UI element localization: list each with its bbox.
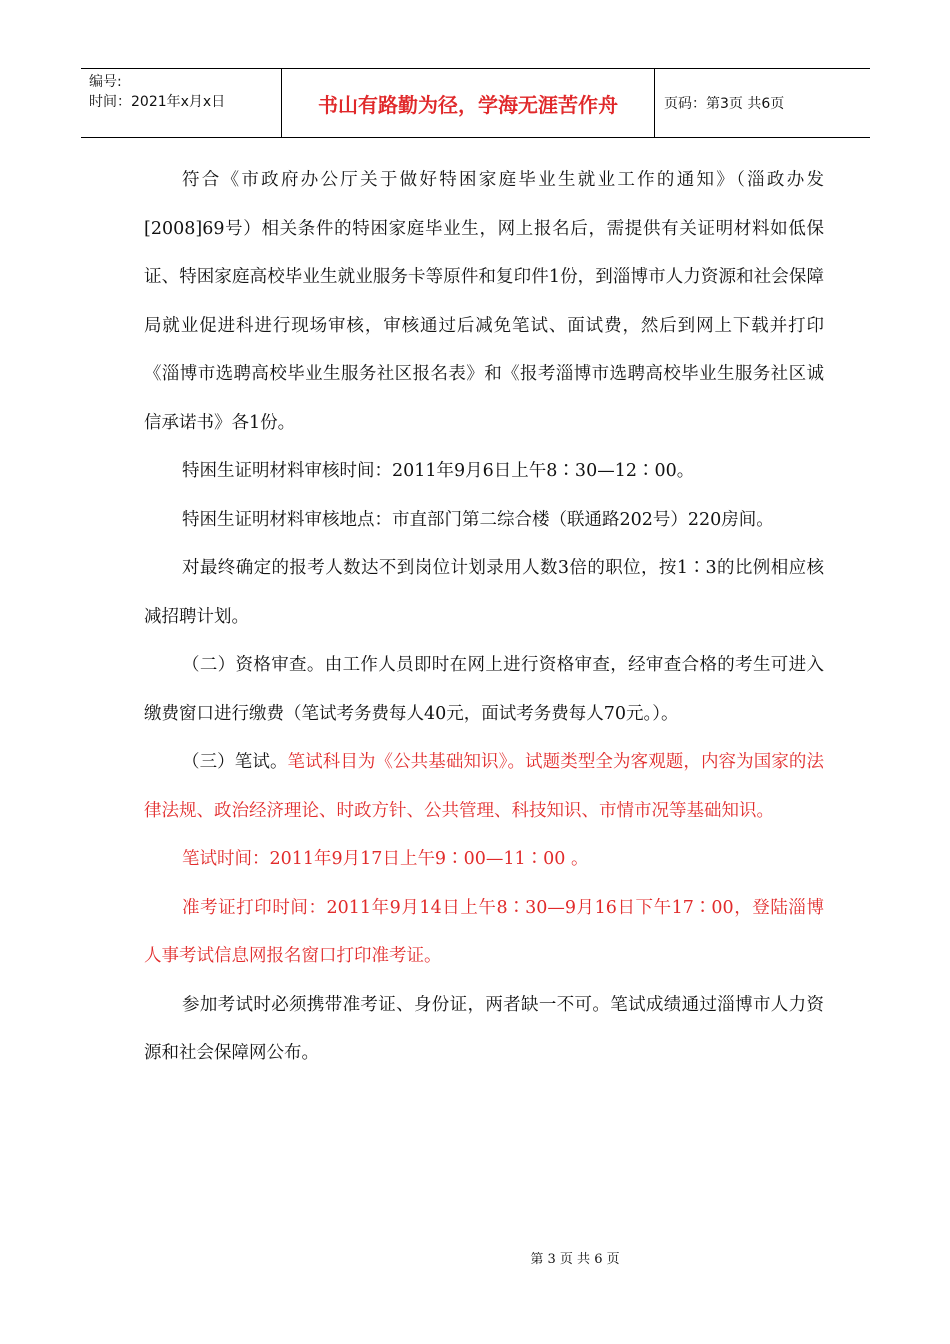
paragraph-text: （三）笔试。 [182, 752, 288, 772]
page-footer: 第 3 页 共 6 页 [530, 1252, 620, 1267]
paragraph [144, 156, 824, 447]
paragraph [144, 738, 824, 835]
paragraph-text: 特困生证明材料审核时间：2011年9月6日上午8∶30—12∶00。 [182, 461, 695, 481]
paragraph [144, 835, 824, 884]
header-motto: 书山有路勤为径，学海无涯苦作舟 [282, 69, 655, 137]
document-body [144, 156, 824, 1078]
highlighted-text: 笔试科目为《公共基础知识》。试题类型全为客观题，内容为国家的法律法规、政治经济理论、时政方针、公共管理、科技知识、市情市况等基础知识。 [144, 752, 825, 821]
page-header [81, 68, 870, 138]
paragraph [144, 981, 824, 1078]
document-date-label: 时间：2021年x月x日 [89, 94, 226, 110]
paragraph-text: （二）资格审查。由工作人员即时在网上进行资格审查，经审查合格的考生可进入缴费窗口进行缴费（笔试考务费每人40元，面试考务费每人70元。）。 [144, 655, 824, 724]
paragraph [144, 496, 824, 545]
paragraph-text: 对最终确定的报考人数达不到岗位计划录用人数3倍的职位，按1∶3的比例相应核减招聘计划。 [144, 558, 824, 627]
paragraph-text: 参加考试时必须携带准考证、身份证，两者缺一不可。笔试成绩通过淄博市人力资源和社会保障网公布。 [144, 994, 824, 1063]
paragraph-text: 特困生证明材料审核地点：市直部门第二综合楼（联通路202号）220房间。 [182, 509, 774, 530]
highlighted-text: 准考证打印时间：2011年9月14日上午8∶30—9月16日下午17∶00，登陆淄博人事考试信息网报名窗口打印准考证。 [144, 897, 824, 966]
paragraph [144, 641, 824, 738]
highlighted-text: 笔试时间：2011年9月17日上午9∶00—11∶00 。 [182, 849, 589, 869]
paragraph [144, 447, 824, 496]
header-page-info: 页码：第3页 共6页 [664, 96, 785, 112]
header-meta [81, 69, 282, 137]
paragraph [144, 544, 824, 641]
paragraph [144, 884, 824, 981]
paragraph-text: 符合《市政府办公厅关于做好特困家庭毕业生就业工作的通知》（淄政办发[2008]69号）相关条件的特困家庭毕业生，网上报名后，需提供有关证明材料如低保证、特困家庭高校毕业生就业服务卡等原件和复印件1份，到淄博市人力资源和社会保障局就业促进科进行现场审核，审核通过后减免笔试、面试费，然后到网上下载并打印《淄博市选聘高校毕业生服务社区报名表》和《报考淄博市选聘高校毕业生服务社区诚信承诺书》各1份。 [144, 170, 824, 433]
document-number-label: 编号: [89, 74, 122, 90]
